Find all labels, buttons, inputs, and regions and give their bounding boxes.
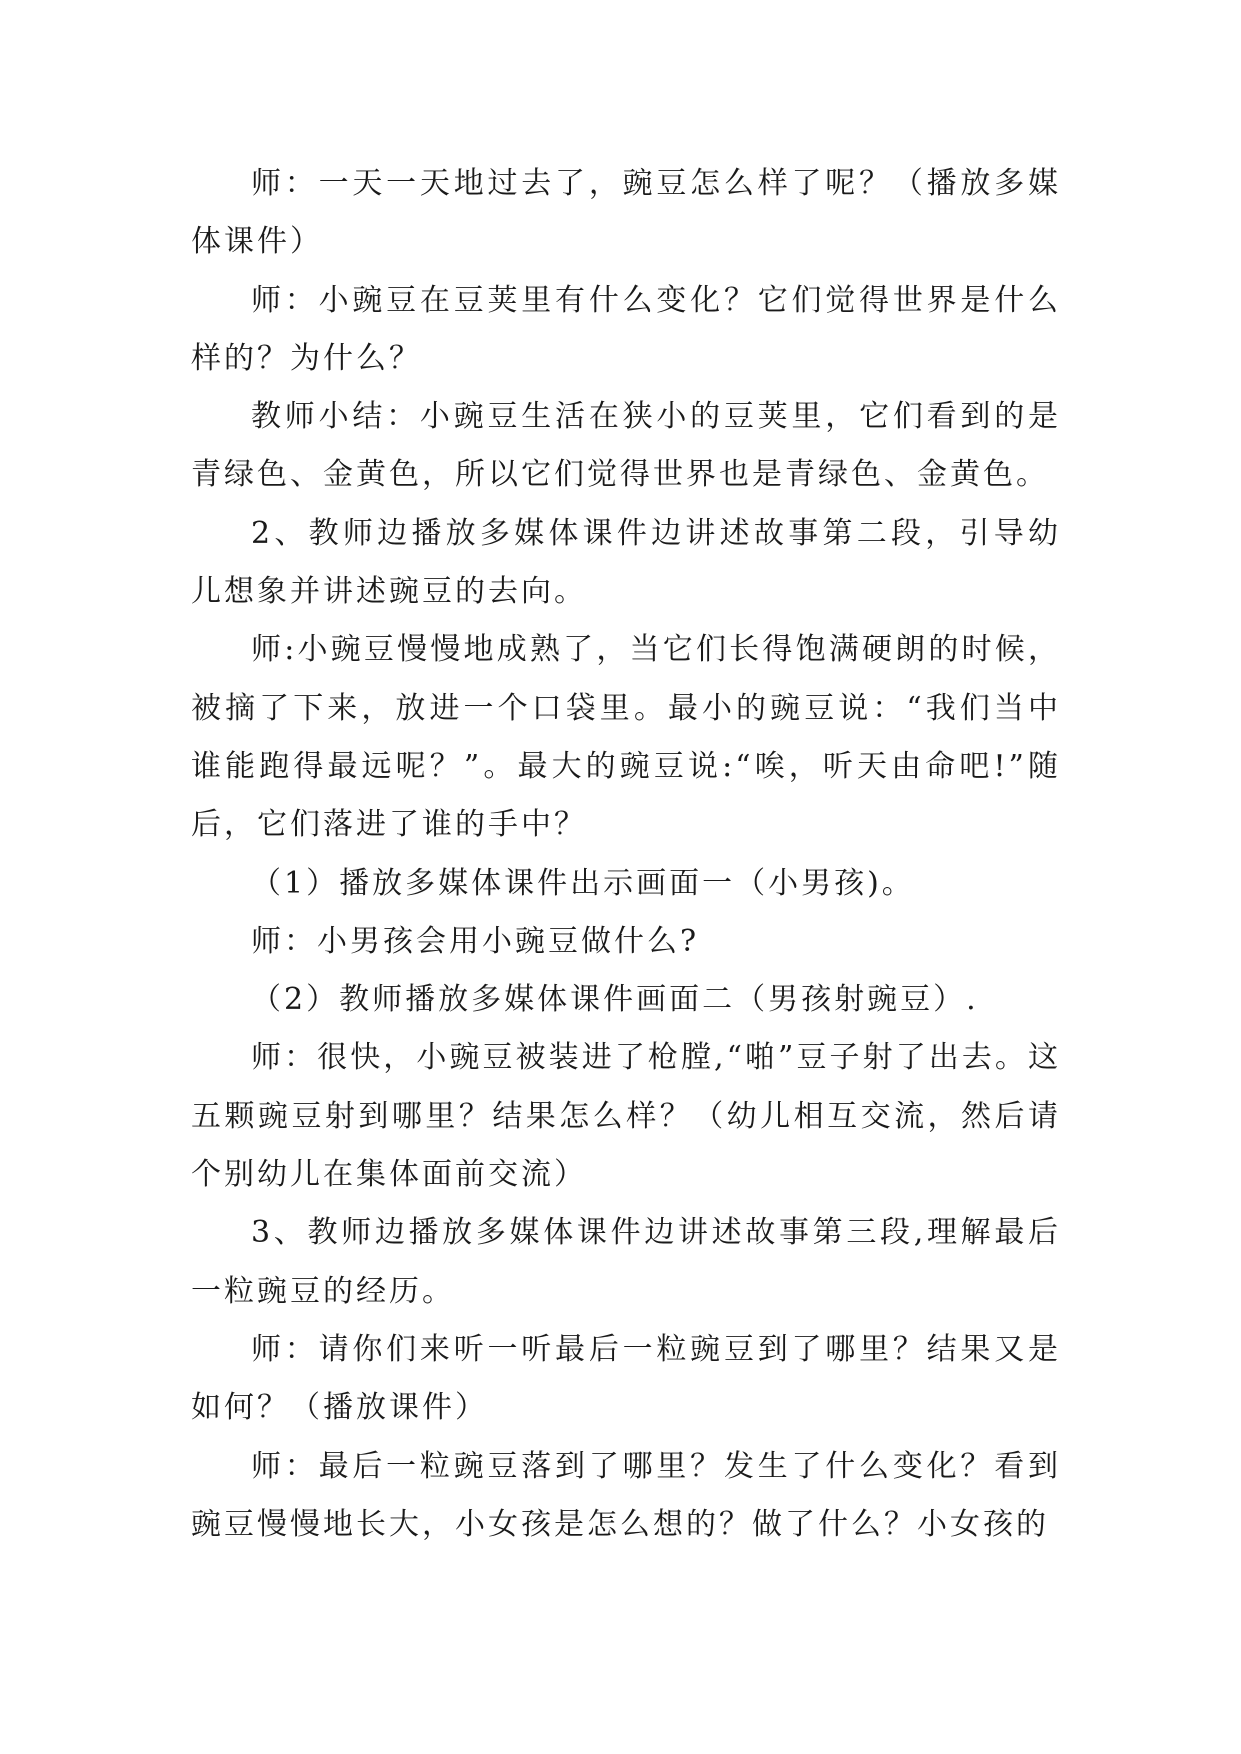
paragraph: 师：小男孩会用小豌豆做什么? — [251, 923, 700, 959]
paragraph: 师：最后一粒豌豆落到了哪里？发生了什么变化？看到豌豆慢慢地长大，小女孩是怎么想的？做了什么？小女孩的 — [191, 1448, 1061, 1542]
paragraph: 师：很快，小豌豆被装进了枪膛,“啪”豆子射了出去。这五颗豌豆射到哪里？结果怎么样？（幼儿相互交流，然后请个别幼儿在集体面前交流） — [191, 1040, 1061, 1193]
paragraph: 3、教师边播放多媒体课件边讲述故事第三段,理解最后一粒豌豆的经历。 — [191, 1215, 1061, 1309]
paragraph: 2、教师边播放多媒体课件边讲述故事第二段，引导幼儿想象并讲述豌豆的去向。 — [191, 515, 1061, 610]
paragraph: （1）播放多媒体课件出示画面一（小男孩)。 — [251, 865, 915, 901]
paragraph: 师：请你们来听一听最后一粒豌豆到了哪里？结果又是如何？（播放课件） — [191, 1331, 1061, 1426]
paragraph: 师：一天一天地过去了，豌豆怎么样了呢？（播放多媒体课件） — [191, 166, 1061, 260]
paragraph: 师:小豌豆慢慢地成熟了，当它们长得饱满硬朗的时候，被摘了下来，放进一个口袋里。最小的豌豆说：“我们当中谁能跑得最远呢？”。最大的豌豆说:“唉，听天由命吧!”随后，它们落进了谁的手中？ — [191, 632, 1061, 843]
paragraph: （2）教师播放多媒体课件画面二（男孩射豌豆）. — [251, 982, 979, 1018]
paragraph: 教师小结：小豌豆生活在狭小的豆荚里，它们看到的是青绿色、金黄色，所以它们觉得世界也是青绿色、金黄色。 — [191, 399, 1061, 493]
document-body — [191, 155, 1061, 1554]
paragraph: 师：小豌豆在豆荚里有什么变化？它们觉得世界是什么样的？为什么？ — [191, 282, 1061, 376]
